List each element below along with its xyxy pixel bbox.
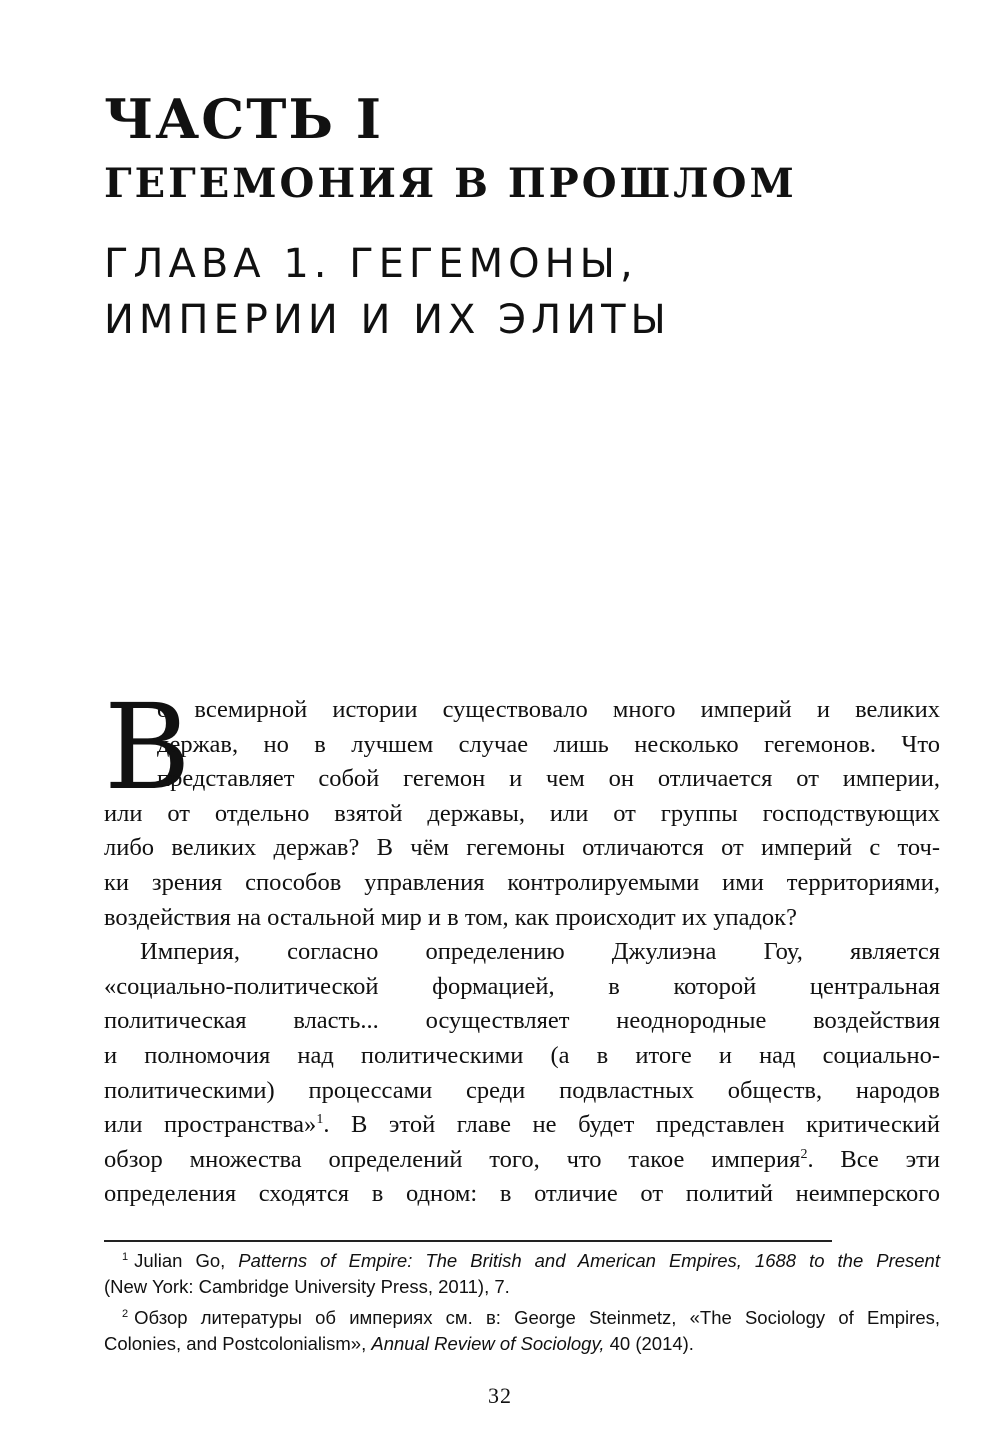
body-line: или от отдельно взятой державы, или от группы господствующих — [104, 799, 940, 827]
body-line: или пространства»$^1$. В этой главе не будет представлен критический — [104, 1111, 940, 1139]
body-line: «социально-политической формацией, в которой центральная — [104, 972, 940, 1000]
footnote-separator — [104, 1240, 832, 1242]
chapter-title — [104, 236, 924, 348]
body-line: держав, но в лучшем случае лишь несколько гегемонов. Что — [157, 730, 940, 758]
footnote-ref-1: 1 — [316, 1111, 324, 1127]
chapter-title-line-1: ГЛАВА 1. ГЕГЕМОНЫ, — [104, 241, 638, 287]
footnote-journal: Annual Review of Sociology, — [371, 1332, 605, 1354]
footnote-2: $^2$ Обзор литературы об империях см. в: George Steinmetz, «The Sociology of Empires, Colonies, and Postcolonialism», Annual Review of Sociology, 40 (2014). — [104, 1307, 940, 1354]
footnote-ref-2: 2 — [800, 1146, 808, 1162]
drop-cap: В — [104, 678, 191, 816]
part-subtitle: ГЕГЕМОНИЯ В ПРОШЛОМ — [104, 160, 797, 207]
body-line: и полномочия над политическими (а в итоге и над социально- — [104, 1041, 940, 1069]
body-line: представляет собой гегемон и чем он отличается от империи, — [157, 765, 940, 793]
page-number: 32 — [488, 1383, 512, 1408]
body-text — [104, 693, 940, 1212]
part-title: ЧАСТЬ I — [104, 87, 384, 151]
body-line: воздействия на остальной мир и в том, как происходит их упадок? — [104, 903, 797, 931]
body-line: либо великих держав? В чём гегемоны отличаются от империй с точ- — [104, 834, 940, 862]
body-line: определения сходятся в одном: в отличие от политий неимперского — [104, 1180, 940, 1208]
body-line: политическая власть... осуществляет неоднородные воздействия — [104, 1007, 940, 1035]
footnote-1: $^1$ Julian Go, Patterns of Empire: The British and American Empires, 1688 to the Present (New York: Cambridge University Press, 2011), 7. — [104, 1250, 940, 1297]
body-line: политическими) процессами среди подвластных обществ, народов — [104, 1076, 940, 1104]
footnotes — [104, 1248, 940, 1362]
chapter-title-line-2: ИМПЕРИИ И ИХ ЭЛИТЫ — [104, 297, 671, 343]
body-line: о всемирной истории существовало много империй и великих — [157, 696, 940, 723]
footnote-number: 2 — [122, 1307, 129, 1320]
body-line: Империя, согласно определению Джулиэна Гоу, является — [140, 938, 940, 966]
footnote-book-title: Patterns of Empire: The British and American Empires, 1688 to the Present — [238, 1250, 940, 1271]
footnote-number: 1 — [122, 1250, 129, 1263]
body-line: обзор множества определений того, что такое империя$^2$. Все эти — [104, 1145, 940, 1173]
body-line: ки зрения способов управления контролируемыми ими территориями, — [104, 868, 940, 896]
